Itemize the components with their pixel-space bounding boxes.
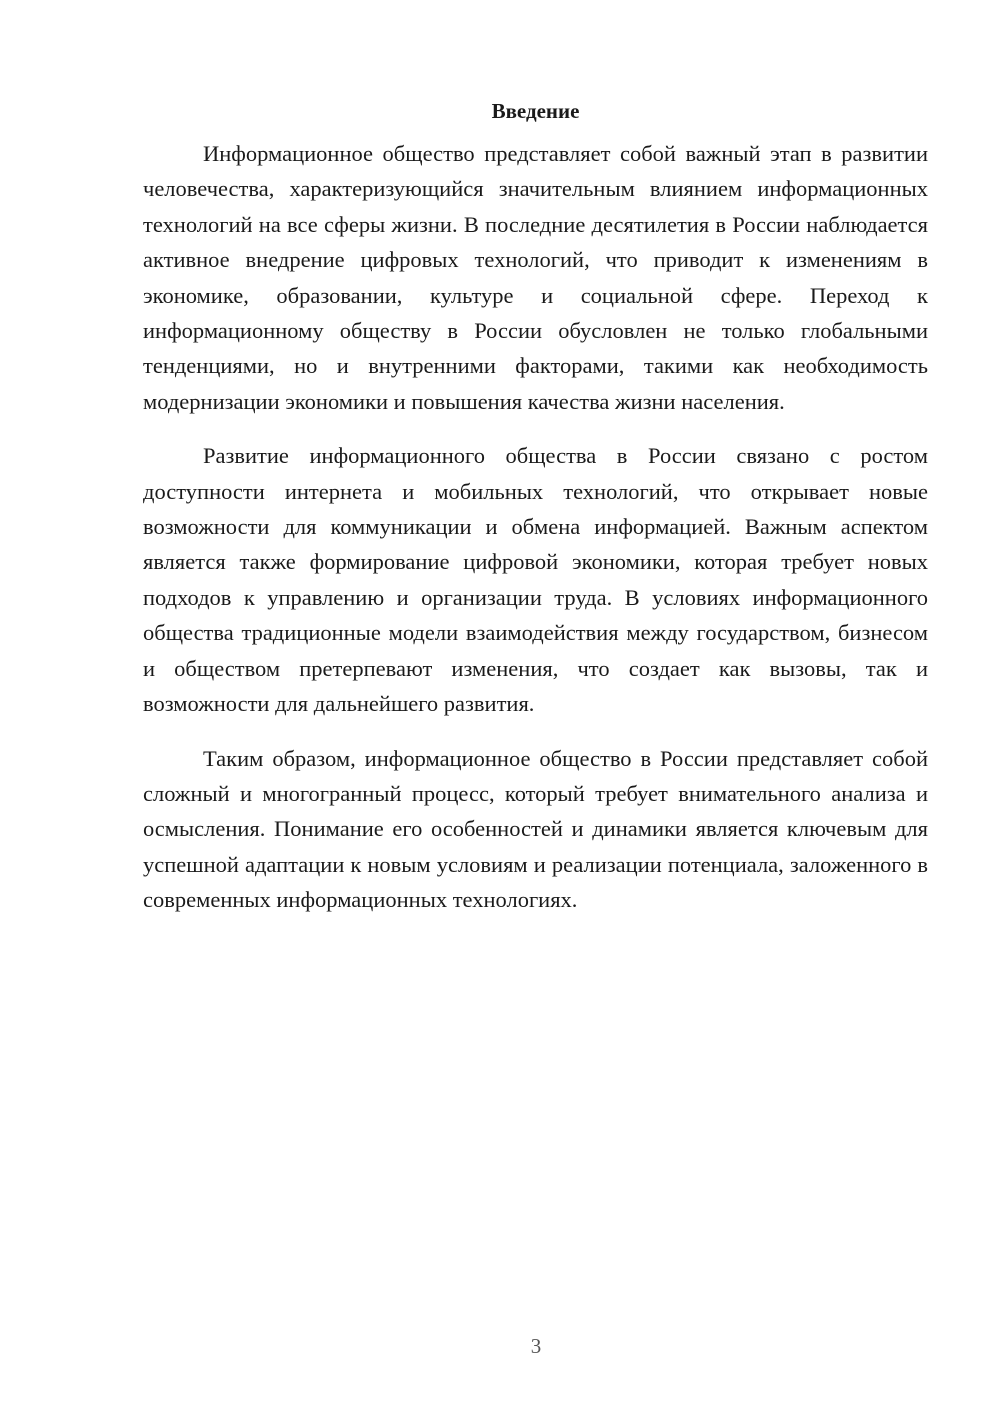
page-content (143, 96, 928, 937)
section-heading: Введение (491, 99, 580, 123)
paragraph-1: Информационное общество представляет собой важный этап в развитии человечества, характеризующийся значительным влиянием информационных технологий на все сферы жизни. В последние десятилетия в России наблюдается активное внедрение цифровых технологий, что приводит к изменениям в экономике, образовании, культуре и социальной сфере. Переход к информационному обществу в России обусловлен не только глобальными тенденциями, но и внутренними факторами, такими как необходимость модернизации экономики и повышения качества жизни населения. (143, 141, 928, 414)
paragraph-2: Развитие информационного общества в России связано с ростом доступности интернета и мобильных технологий, что открывает новые возможности для коммуникации и обмена информацией. Важным аспектом является также формирование цифровой экономики, которая требует новых подходов к управлению и организации труда. В условиях информационного общества традиционные модели взаимодействия между государством, бизнесом и обществом претерпевают изменения, что создает как вызовы, так и возможности для дальнейшего развития. (143, 443, 928, 717)
page-number: 3 (530, 1334, 542, 1358)
paragraph-3: Таким образом, информационное общество в России представляет собой сложный и многогранный процесс, который требует внимательного анализа и осмысления. Понимание его особенностей и динамики является ключевым для успешной адаптации к новым условиям и реализации потенциала, заложенного в современных информационных технологиях. (143, 745, 928, 913)
